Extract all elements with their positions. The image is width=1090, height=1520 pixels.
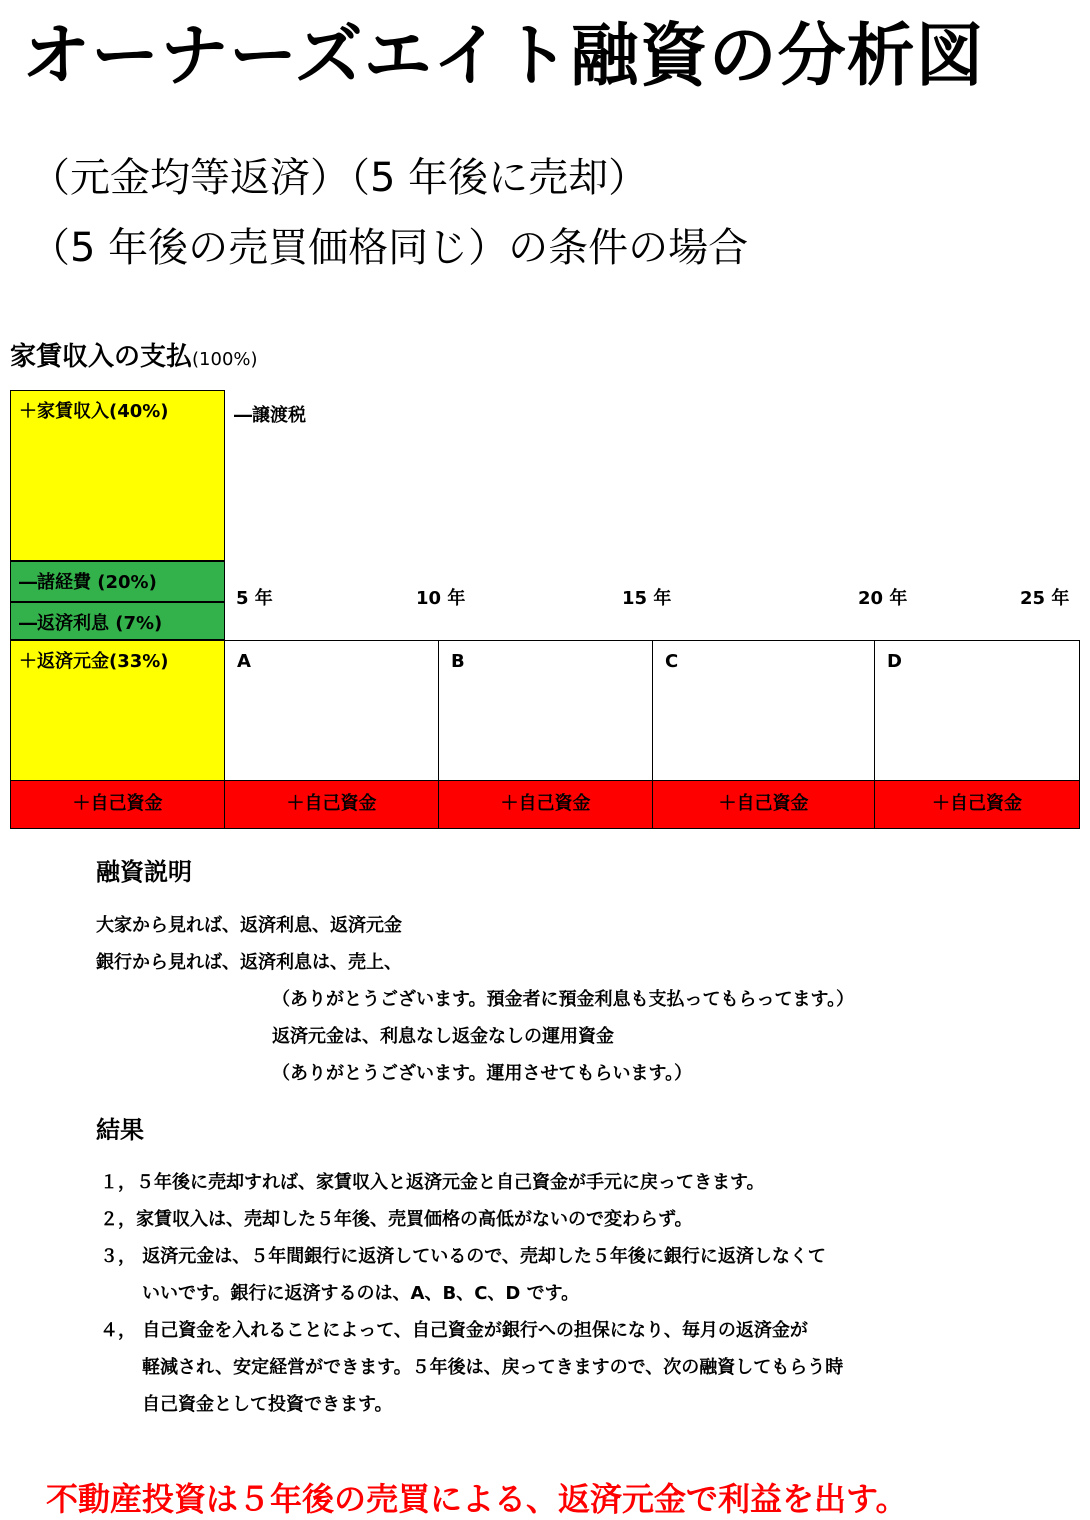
own-funds-1-label: ＋自己資金 xyxy=(72,793,163,814)
chart-title-note: (100%) xyxy=(192,349,258,370)
result-line-3: ３， 返済元金は、５年間銀行に返済しているので、売却した５年後に銀行に返済しなくて xyxy=(100,1246,826,1267)
result-line-1: １，５年後に売却すれば、家賃収入と返済元金と自己資金が手元に戻ってきます。 xyxy=(100,1172,765,1193)
segment-interest xyxy=(10,602,225,640)
period-label-d: D xyxy=(887,651,902,672)
period-label-a: A xyxy=(237,651,251,672)
segment-rent-income xyxy=(10,390,225,561)
explanation-line-4: 返済元金は、利息なし返金なしの運用資金 xyxy=(272,1026,614,1047)
period-label-c: C xyxy=(665,651,679,672)
own-funds-3 xyxy=(438,780,653,829)
axis-label-10: 10 年 xyxy=(416,588,466,609)
result-line-2: ２，家賃収入は、売却した５年後、売買価格の高低がないので変わらず。 xyxy=(100,1209,693,1230)
own-funds-5 xyxy=(874,780,1080,829)
period-box-b xyxy=(438,640,653,781)
segment-rent-income-label: ＋家賃収入(40%) xyxy=(19,401,169,422)
result-line-6: 軽減され、安定経営ができます。５年後は、戻ってきますので、次の融資してもらう時 xyxy=(142,1357,844,1378)
transfer-tax-label: ―譲渡税 xyxy=(234,405,306,426)
results-heading: 結果 xyxy=(96,1116,144,1144)
chart-title-text: 家賃収入の支払 xyxy=(10,342,193,372)
own-funds-1 xyxy=(10,780,225,829)
conclusion-text: 不動産投資は５年後の売買による、返済元金で利益を出す。 xyxy=(46,1480,908,1518)
segment-principal-label: ＋返済元金(33%) xyxy=(19,651,169,672)
result-line-4: いいです。銀行に返済するのは、A、B、C、D です。 xyxy=(142,1283,580,1304)
axis-label-20: 20 年 xyxy=(858,588,908,609)
explanation-line-3: （ありがとうございます。預金者に預金利息も支払ってもらってます。） xyxy=(272,989,855,1010)
axis-label-25: 25 年 xyxy=(1020,588,1070,609)
segment-principal xyxy=(10,640,225,781)
axis-label-15: 15 年 xyxy=(622,588,672,609)
axis-label-5: 5 年 xyxy=(236,588,273,609)
period-label-b: B xyxy=(451,651,465,672)
result-line-7: 自己資金として投資できます。 xyxy=(142,1394,393,1415)
own-funds-2-label: ＋自己資金 xyxy=(286,793,377,814)
period-box-a xyxy=(224,640,439,781)
segment-expenses xyxy=(10,561,225,602)
own-funds-3-label: ＋自己資金 xyxy=(500,793,591,814)
own-funds-2 xyxy=(224,780,439,829)
segment-expenses-label: ―諸経費 (20%) xyxy=(19,572,157,593)
explanation-line-2: 銀行から見れば、返済利息は、売上、 xyxy=(96,952,402,973)
subtitle-line-2: （5 年後の売買価格同じ）の条件の場合 xyxy=(30,225,749,271)
subtitle-line-1: （元金均等返済）（5 年後に売却） xyxy=(30,155,649,201)
explanation-line-5: （ありがとうございます。運用させてもらいます。） xyxy=(272,1063,693,1084)
explanation-line-1: 大家から見れば、返済利息、返済元金 xyxy=(96,915,402,936)
own-funds-5-label: ＋自己資金 xyxy=(932,793,1022,814)
page-title: オーナーズエイト融資の分析図 xyxy=(22,17,985,96)
result-line-5: ４， 自己資金を入れることによって、自己資金が銀行への担保になり、毎月の返済金が xyxy=(100,1320,808,1341)
explanation-heading: 融資説明 xyxy=(96,858,192,886)
chart-title xyxy=(10,336,258,373)
period-box-d xyxy=(874,640,1080,781)
own-funds-4 xyxy=(652,780,875,829)
segment-interest-label: ―返済利息 (7%) xyxy=(19,613,163,634)
period-box-c xyxy=(652,640,875,781)
own-funds-4-label: ＋自己資金 xyxy=(718,793,809,814)
